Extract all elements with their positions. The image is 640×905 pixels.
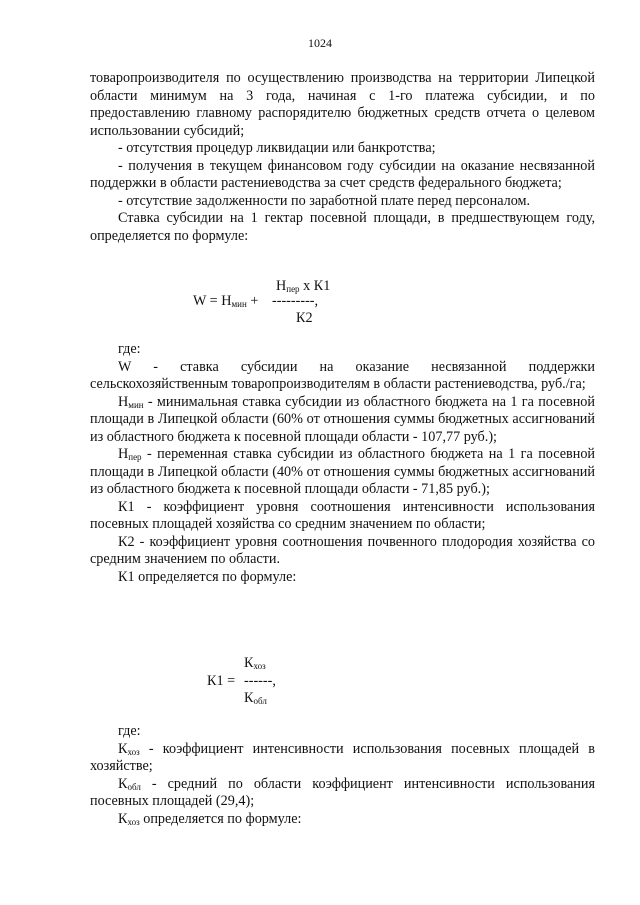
- definition-n-min: $Н_{мин}$ - минимальная ставка субсидии из областного бюджета на 1 га посевной площади в Липецкой области (60% от отношения суммы бюджетных ассигнований из областного бюджета к посевной площади области - 107,77 руб.);: [90, 393, 595, 445]
- formula-w-numerator: $Н_{пер}$ х К1: [276, 278, 331, 294]
- where-label: где:: [118, 341, 141, 357]
- paragraph: - отсутствие задолженности по заработной плате перед персоналом.: [118, 192, 531, 209]
- formula-w-fraction-bar: ---------,: [272, 293, 319, 309]
- body-top: [90, 70, 595, 245]
- paragraph: - получения в текущем финансовом году субсидии на оказание несвязанной поддержки в области растениеводства за счет средств федерального бюджета;: [90, 157, 595, 191]
- paragraph: - отсутствия процедур ликвидации или банкротства;: [118, 140, 436, 156]
- page-number: 1024: [308, 36, 332, 50]
- formula-w-left: $W = Н_{мин}$ +: [193, 293, 259, 309]
- definition-k-obl: $К_{обл}$ - средний по области коэффициент интенсивности использования посевных площадей (29,4);: [90, 775, 595, 809]
- formula-k1-left: К1 =: [207, 673, 236, 689]
- formula-k1-fraction-bar: ------,: [244, 673, 276, 689]
- formula-k1-denominator: $К_{обл}$: [244, 690, 267, 706]
- where-label: где:: [118, 723, 141, 739]
- paragraph: товаропроизводителя по осуществлению производства на территории Липецкой области минимум на 3 года, начиная с 1-го платежа субсидии, и по предоставлению главному распорядителю бюджетных средств отчета о целевом использовании субсидий;: [90, 70, 595, 139]
- formula-w-denominator: К2: [296, 310, 313, 326]
- k1-intro: К1 определяется по формуле:: [118, 568, 297, 585]
- formula-k1-numerator: $К_{хоз}$: [244, 655, 266, 671]
- definition-n-per: $Н_{пер}$ - переменная ставка субсидии из областного бюджета на 1 га посевной площади в Липецкой области (40% от отношения суммы бюджетных ассигнований из областного бюджета к посевной площади области - 71,85 руб.);: [90, 446, 595, 497]
- paragraph: Ставка субсидии на 1 гектар посевной площади, в предшествующем году, определяется по формуле:: [90, 210, 595, 244]
- definitions-k1: [90, 723, 595, 828]
- definitions-w: [90, 341, 595, 586]
- definition-k2: К2 - коэффициент уровня соотношения почвенного плодородия хозяйства со средним значением по области.: [90, 533, 595, 567]
- definition-k1: К1 - коэффициент уровня соотношения интенсивности использования посевных площадей хозяйства со средним значением по области;: [90, 498, 595, 532]
- definition-k-hoz: $К_{хоз}$ - коэффициент интенсивности использования посевных площадей в хозяйстве;: [90, 740, 595, 774]
- k-hoz-intro: $К_{хоз}$ определяется по формуле:: [118, 810, 302, 827]
- definition-w: W - ставка субсидии на оказание несвязанной поддержки сельскохозяйственным товаропроизводителям в области растениеводства, руб./га;: [90, 358, 595, 392]
